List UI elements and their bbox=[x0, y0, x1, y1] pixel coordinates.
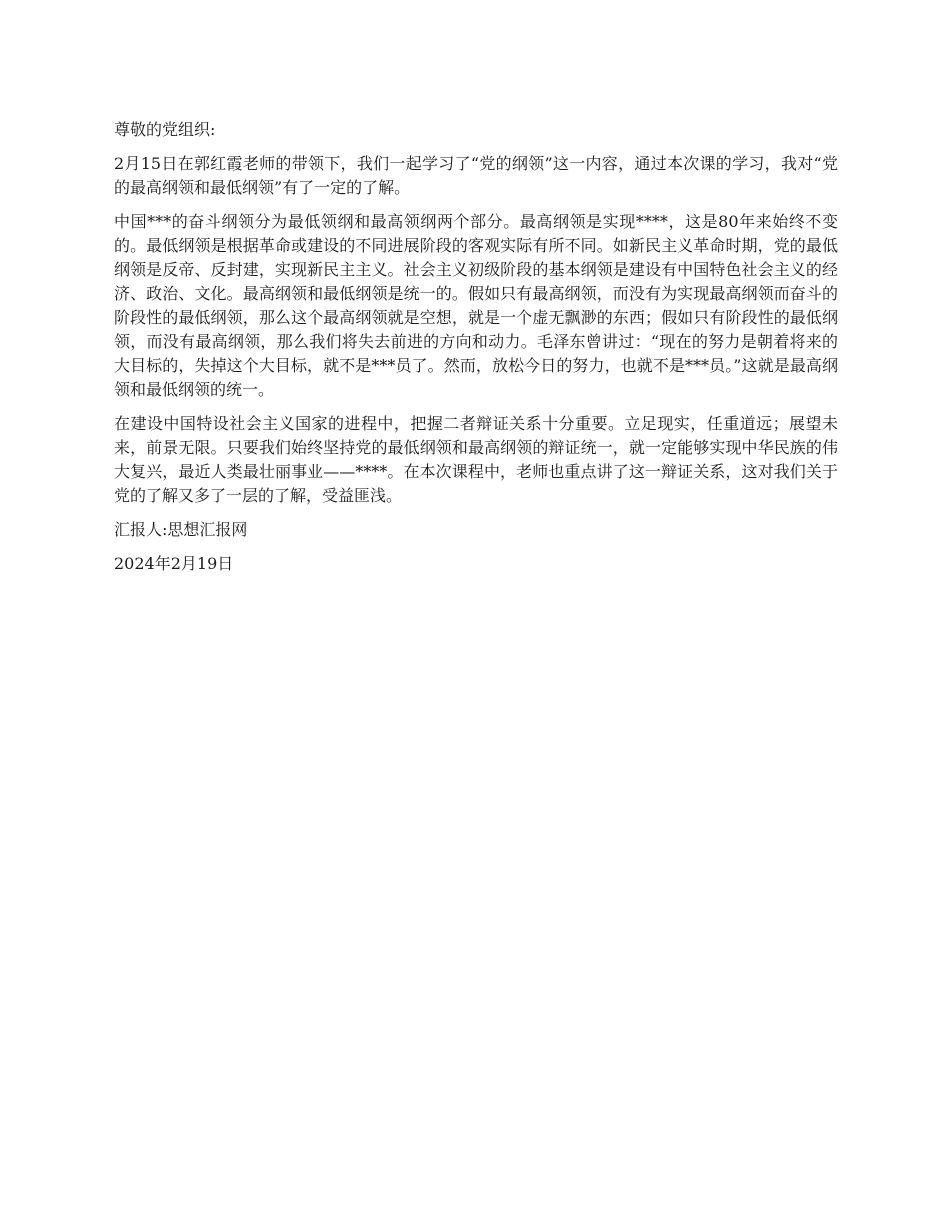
document-body bbox=[114, 118, 838, 586]
paragraph-intro: 2月15日在郭红霞老师的带领下，我们一起学习了“党的纲领”这一内容，通过本次课的学习，我对“党的最高纲领和最低纲领”有了一定的了解。 bbox=[114, 154, 838, 197]
salutation: 尊敬的党组织: bbox=[114, 120, 216, 139]
report-date: 2024年2月19日 bbox=[114, 554, 234, 573]
paragraph-dialectic: 在建设中国特设社会主义国家的进程中，把握二者辩证关系十分重要。立足现实，任重道远；展望未来，前景无限。只要我们始终坚持党的最低纲领和最高纲领的辩证统一，就一定能够实现中华民族的伟大复兴，最近人类最壮丽事业——****。在本次课程中，老师也重点讲了这一辩证关系，这对我们关于党的了解又多了一层的了解，受益匪浅。 bbox=[114, 414, 838, 505]
reporter-signature: 汇报人:思想汇报网 bbox=[114, 520, 248, 539]
paragraph-program: 中国***的奋斗纲领分为最低领纲和最高领纲两个部分。最高纲领是实现****，这是80年来始终不变的。最低纲领是根据革命或建设的不同进展阶段的客观实际有所不同。如新民主义革命时期，党的最低纲领是反帝、反封建，实现新民主主义。社会主义初级阶段的基本纲领是建设有中国特色社会主义的经济、政治、文化。最高纲领和最低纲领是统一的。假如只有最高纲领，而没有为实现最高纲领而奋斗的阶段性的最低纲领，那么这个最高纲领就是空想，就是一个虚无飘渺的东西；假如只有阶段性的最低纲领，而没有最高纲领，那么我们将失去前进的方向和动力。毛泽东曾讲过：“现在的努力是朝着将来的大目标的，失掉这个大目标，就不是***员了。然而，放松今日的努力，也就不是***员。”这就是最高纲领和最低纲领的统一。 bbox=[114, 212, 838, 399]
